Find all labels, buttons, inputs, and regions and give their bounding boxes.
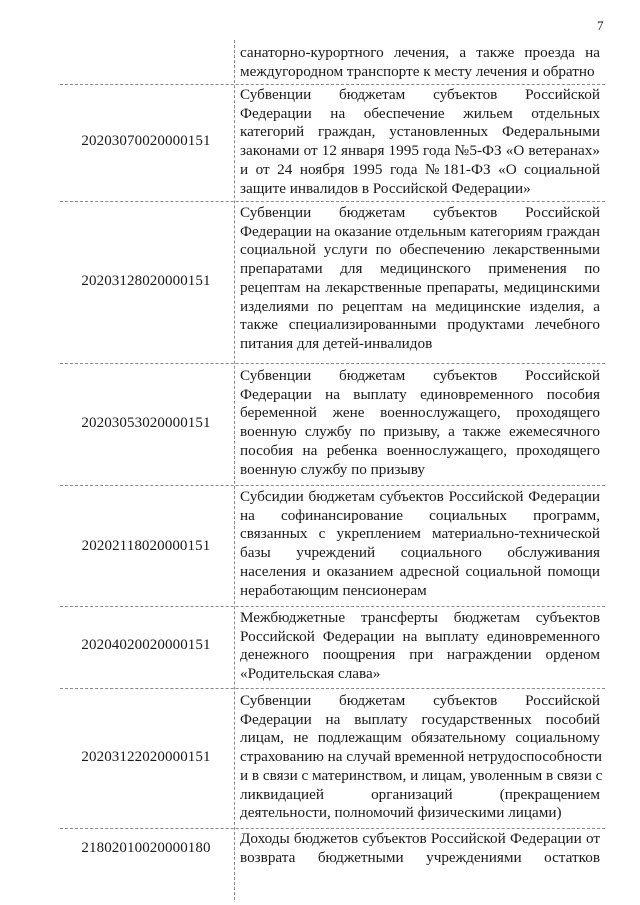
description-line: категорий граждан, установленных Федеральными [240, 123, 600, 141]
table-row-code: 20202118020000151 [81, 538, 211, 554]
table-row-description [240, 830, 600, 867]
table-row-description [240, 86, 600, 198]
description-line: Федерации на выплату единовременного пособия [240, 385, 600, 403]
description-line: на софинансирование социальных программ, [240, 506, 600, 524]
table-row-code: 20204020020000151 [81, 637, 211, 653]
description-line: Субвенции бюджетам субъектов Российской [240, 86, 600, 103]
table-row-code: 20203070020000151 [81, 133, 211, 149]
description-line: Федерации на оказание отдельным категориям граждан [240, 222, 600, 240]
description-line: военную службу по призыву [240, 460, 425, 478]
description-line: базы учреждений социального обслуживания [240, 544, 600, 562]
row-divider [60, 606, 605, 607]
description-line: денежного поощрения при награждении орденом [240, 646, 600, 664]
table-row-description [240, 692, 603, 823]
table-row-code: 20203122020000151 [81, 749, 211, 765]
description-line: и в связи с материнством, и лицам, уволенным в связи с [240, 766, 603, 784]
description-line: деятельности, полномочий физическими лицами) [240, 804, 562, 822]
table-row-description [240, 609, 600, 684]
description-line: Российской Федерации на выплату единовременного [240, 627, 600, 645]
table-row-code: 21802010020000180 [81, 840, 211, 856]
description-line: Федерации на обеспечение жильем отдельных [240, 104, 600, 122]
table-row-description [240, 44, 600, 81]
row-divider [60, 84, 605, 85]
description-line: Доходы бюджетов субъектов Российской Федерации от [240, 830, 600, 847]
description-line: Федерации на выплату государственных пособий [240, 710, 600, 728]
description-line: также специализированными продуктами лечебного [240, 316, 600, 334]
description-line: «Родительская слава» [240, 665, 381, 683]
table-row-code: 20203053020000151 [81, 415, 211, 431]
description-line: защите инвалидов в Российской Федерации» [240, 179, 531, 197]
description-line: Межбюджетные трансферты бюджетам субъектов [240, 609, 600, 626]
description-line: и от 24 ноября 1995 года №181-ФЗ «О социальной [240, 160, 600, 178]
row-divider [60, 363, 605, 364]
description-line: страхованию на случай временной нетрудоспособности [240, 748, 603, 766]
description-line: санаторно-курортного лечения, а также проезда на [240, 44, 600, 61]
page-number: 7 [597, 18, 604, 33]
row-divider [60, 201, 605, 202]
table-row-description [240, 367, 600, 479]
description-line: ликвидацией организаций (прекращением [240, 785, 600, 803]
description-line: неработающим пенсионерам [240, 581, 427, 599]
description-line: питания для детей-инвалидов [240, 334, 433, 352]
description-line: препаратами для медицинского применения по [240, 260, 600, 278]
table-row-description [240, 204, 600, 354]
description-line: лицам, не подлежащим обязательному социальному [240, 729, 600, 747]
description-line: рецептам на лекарственные препараты, медицинскими [240, 278, 600, 296]
description-line: Субвенции бюджетам субъектов Российской [240, 204, 600, 221]
description-line: беременной жене военнослужащего, проходящего [240, 404, 600, 422]
description-line: Субвенции бюджетам субъектов Российской [240, 367, 600, 384]
description-line: возврата бюджетными учреждениями остатков [240, 848, 600, 866]
row-divider [60, 485, 605, 486]
description-line: социальной услуги по обеспечению лекарственными [240, 241, 600, 259]
table-row-description [240, 488, 600, 600]
description-line: связанных с укреплением материально-технической [240, 525, 600, 543]
description-line: пособия на ребенка военнослужащего, проходящего [240, 441, 600, 459]
description-line: законами от 12 января 1995 года №5-ФЗ «О ветеранах» [240, 142, 600, 160]
column-divider [234, 40, 235, 900]
description-line: изделиями по рецептам на медицинские изделия, а [240, 297, 600, 315]
description-line: военную службу по призыву, а также ежемесячного [240, 423, 600, 441]
description-line: Субвенции бюджетам субъектов Российской [240, 692, 600, 709]
row-divider [60, 828, 605, 829]
description-line: междугородном транспорте к месту лечения и обратно [240, 62, 595, 80]
description-line: Субсидии бюджетам субъектов Российской Федерации [240, 488, 600, 505]
row-divider [60, 688, 605, 689]
description-line: населения и оказанием адресной социальной помощи [240, 562, 600, 580]
table-row-code: 20203128020000151 [81, 273, 211, 289]
